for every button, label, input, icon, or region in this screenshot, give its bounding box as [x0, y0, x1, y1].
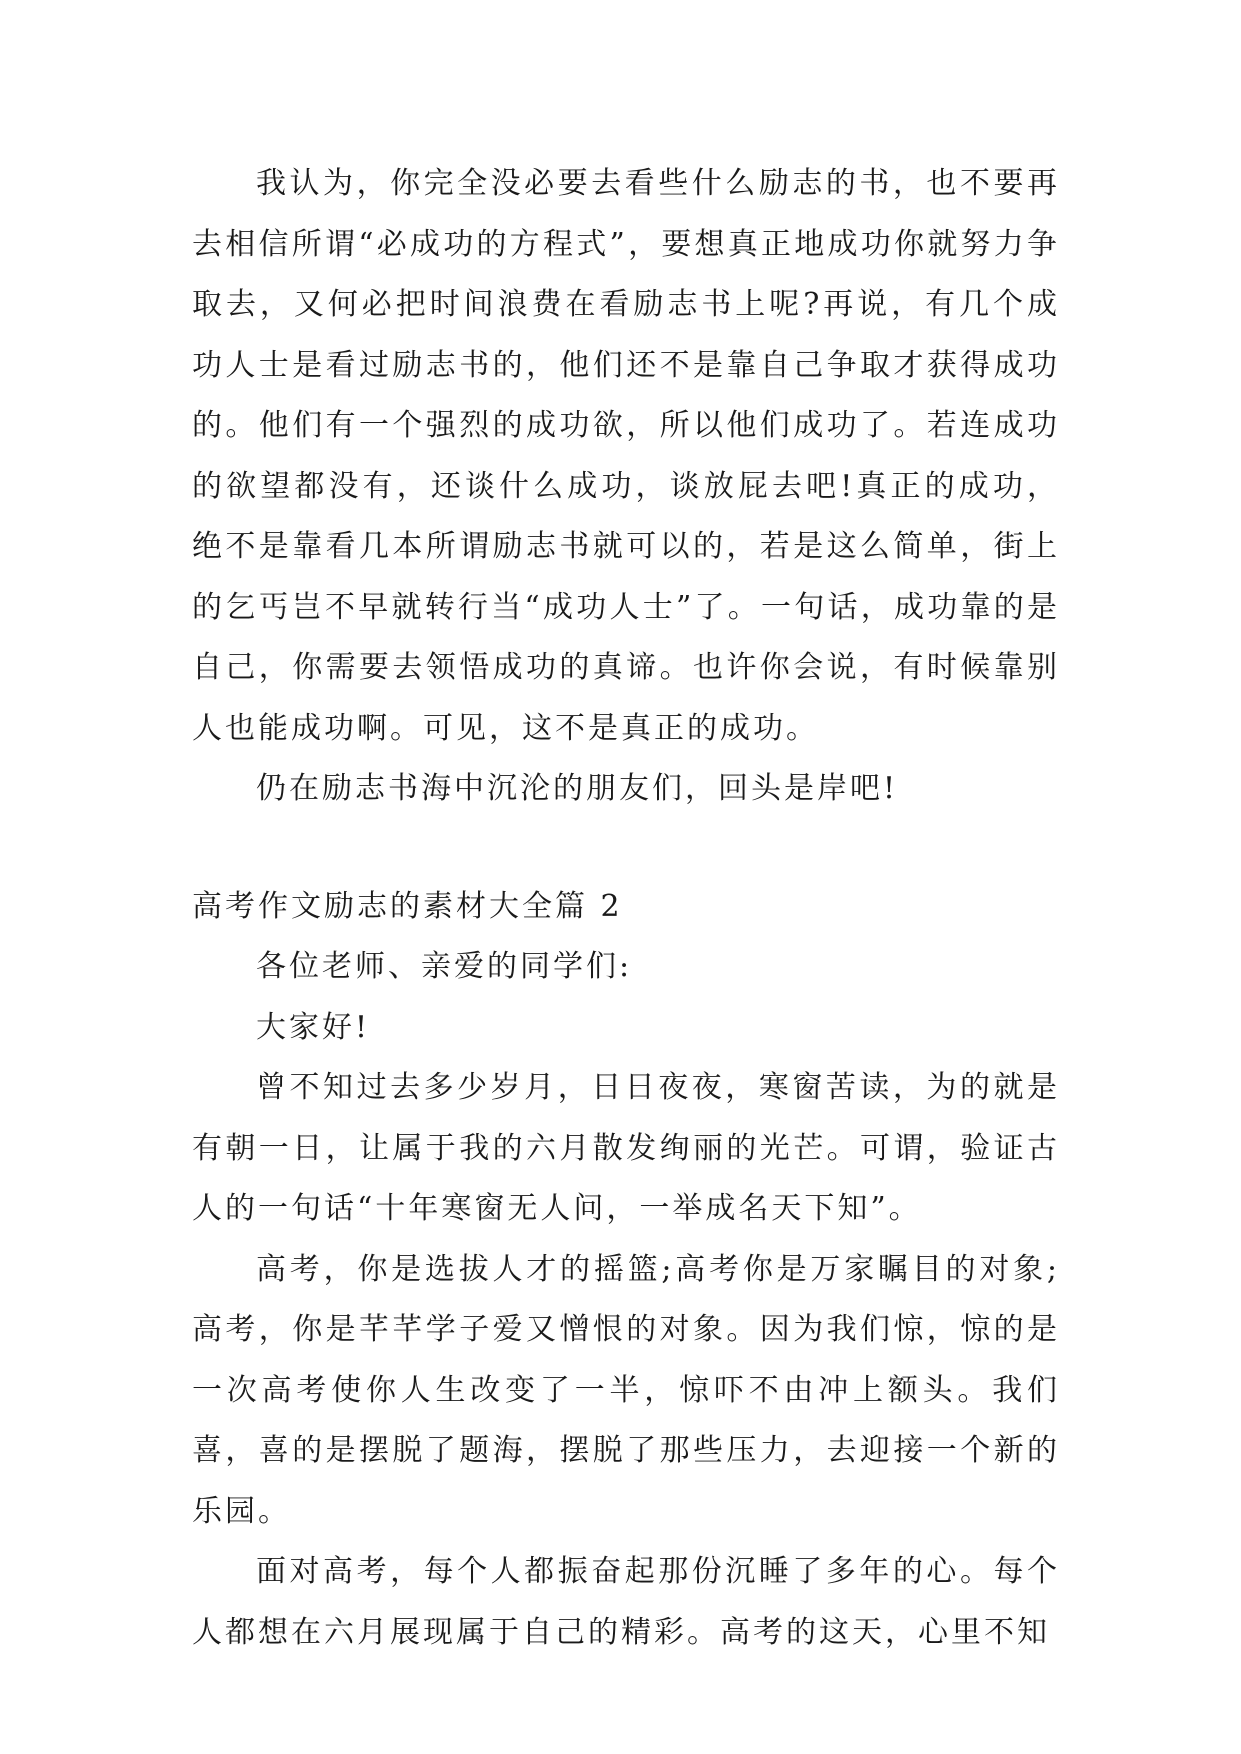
paragraph: 面对高考，每个人都振奋起那份沉睡了多年的心。每个人都想在六月展现属于自己的精彩。高考的这天，心里不知 — [192, 1554, 1060, 1650]
paragraph-greeting: 大家好! — [256, 1009, 371, 1045]
paragraph: 我认为，你完全没必要去看些什么励志的书，也不要再去相信所谓“必成功的方程式”，要想真正地成功你就努力争取去，又何必把时间浪费在看励志书上呢?再说，有几个成功人士是看过励志书的，他们还不是靠自己争取才获得成功的。他们有一个强烈的成功欲，所以他们成功了。若连成功的欲望都没有，还谈什么成功，谈放屁去吧!真正的成功，绝不是靠看几本所谓励志书就可以的，若是这么简单，街上的乞丐岂不早就转行当“成功人士”了。一句话，成功靠的是自己，你需要去领悟成功的真谛。也许你会说，有时候靠别人也能成功啊。可见，这不是真正的成功。 — [192, 166, 1060, 746]
paragraph: 高考，你是选拔人才的摇篮;高考你是万家瞩目的对象;高考，你是芊芊学子爱又憎恨的对象。因为我们惊，惊的是一次高考使你人生改变了一半，惊吓不由冲上额头。我们喜，喜的是摆脱了题海，摆脱了那些压力，去迎接一个新的乐园。 — [192, 1251, 1060, 1529]
paragraph-salutation: 各位老师、亲爱的同学们: — [256, 949, 633, 984]
document-body — [192, 154, 1060, 1663]
paragraph: 仍在励志书海中沉沦的朋友们，回头是岸吧! — [256, 771, 899, 806]
section-heading: 高考作文励志的素材大全篇 2 — [192, 888, 623, 924]
paragraph: 曾不知过去多少岁月，日日夜夜，寒窗苦读，为的就是有朝一日，让属于我的六月散发绚丽的光芒。可谓，验证古人的一句话“十年寒窗无人问，一举成名天下知”。 — [192, 1070, 1060, 1226]
